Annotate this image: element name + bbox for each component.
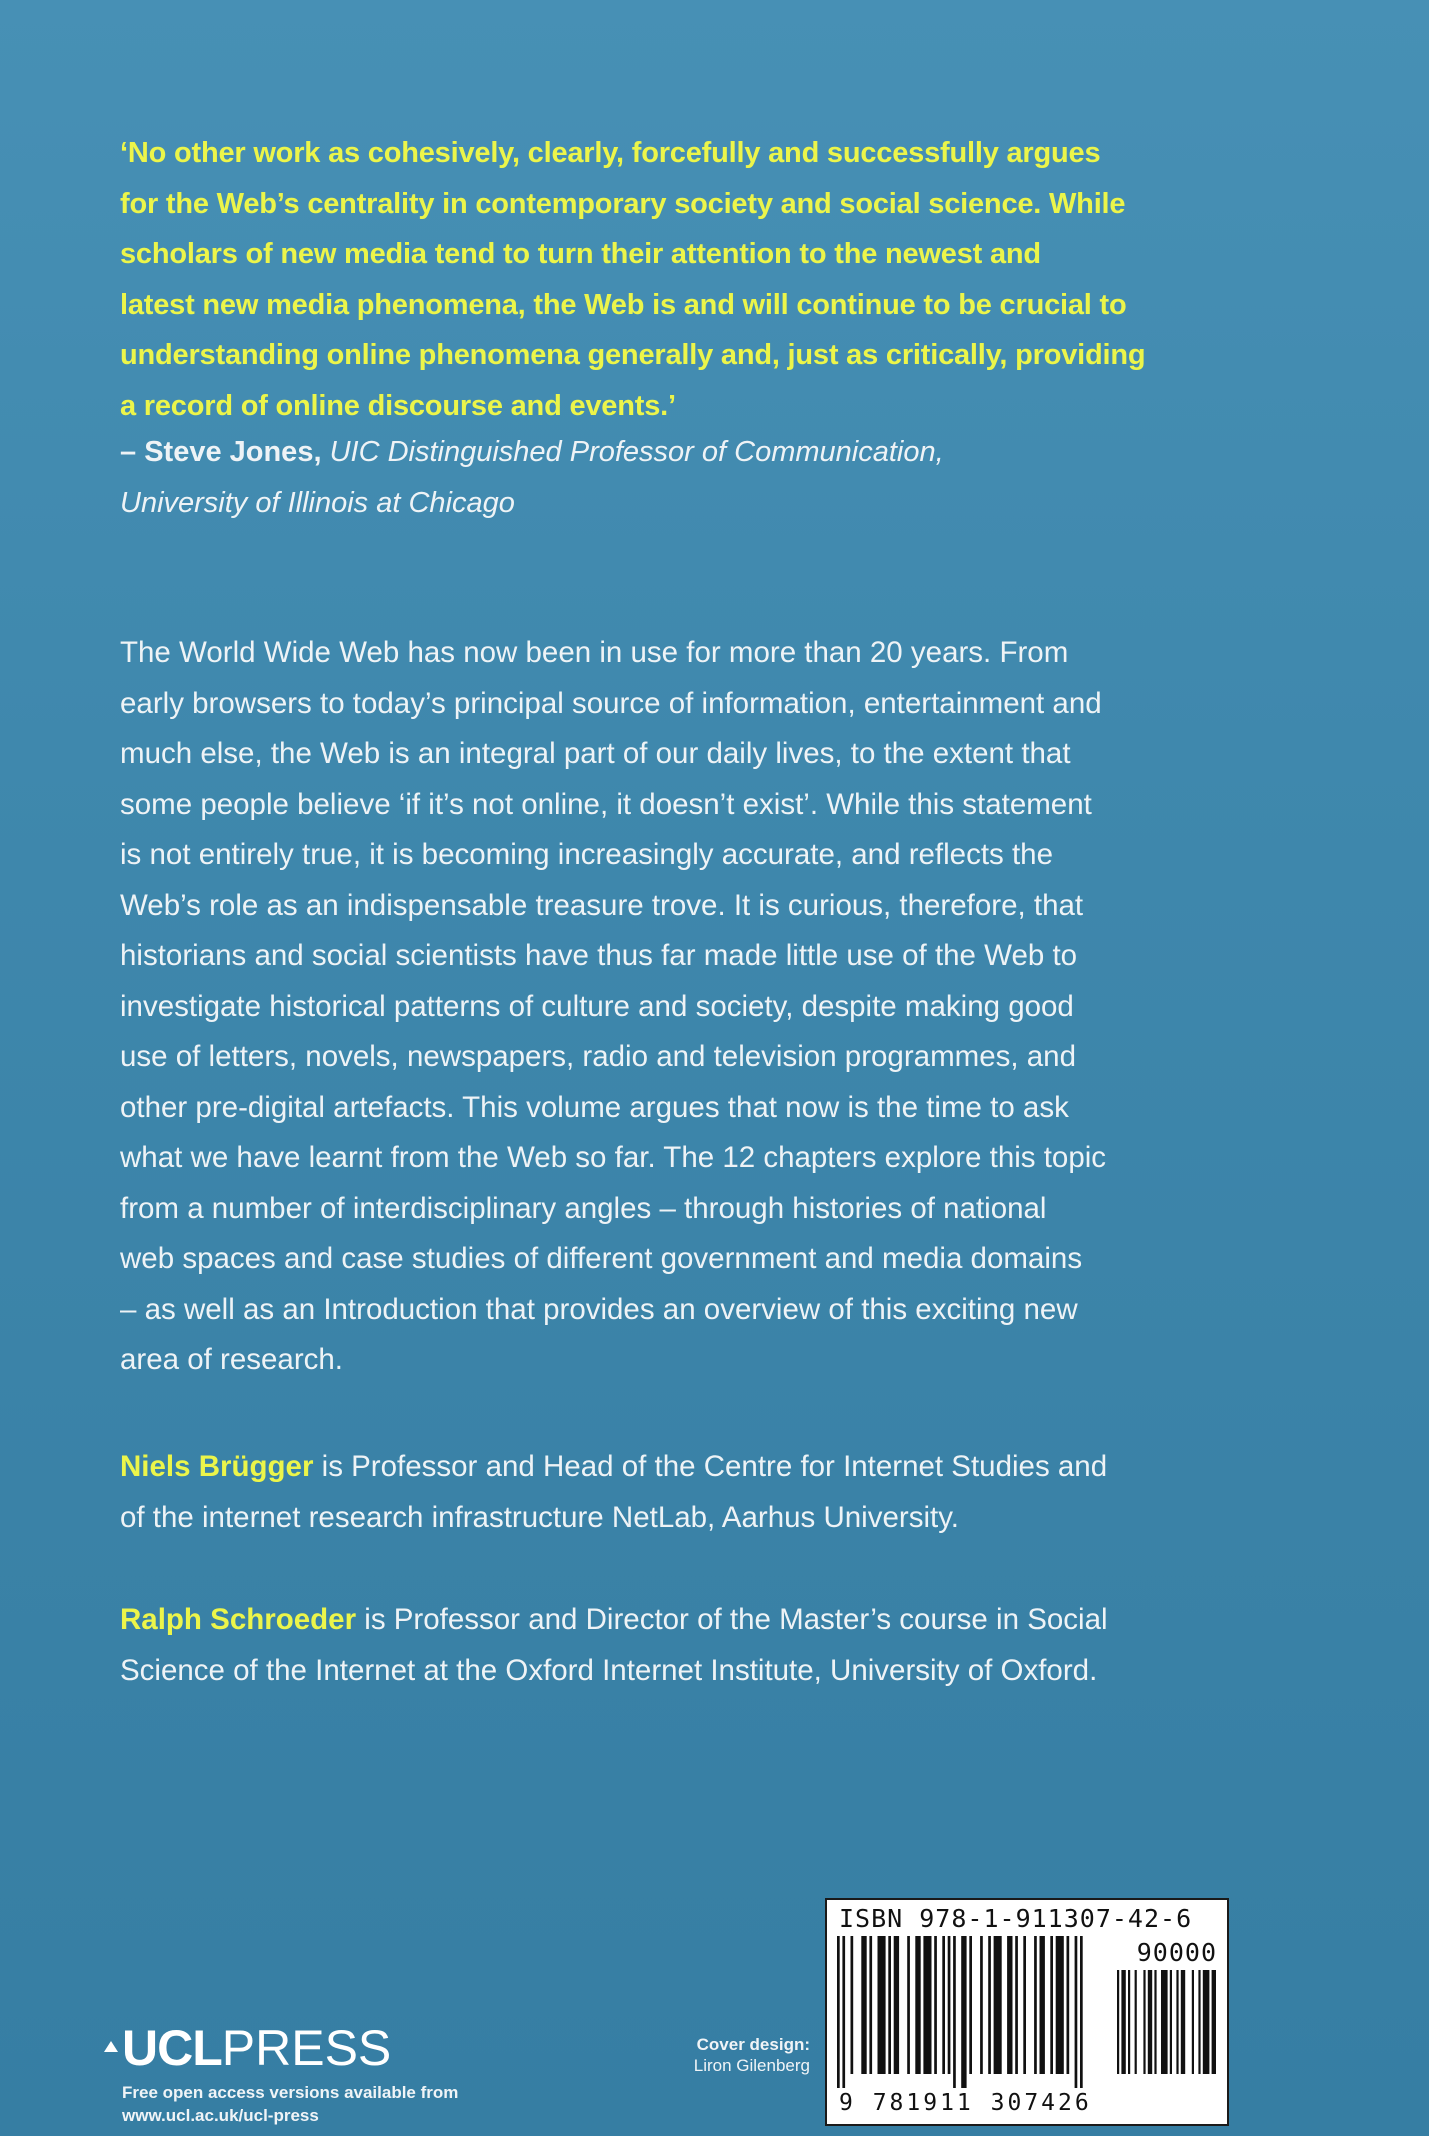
book-description [120, 628, 1240, 1386]
open-access-line: Free open access versions available from [122, 2083, 459, 2102]
barcode-bar [1161, 1970, 1168, 2074]
bio-line [120, 1442, 1240, 1493]
quote-attribution [120, 427, 1230, 528]
barcode-bar [907, 1936, 910, 2074]
barcode-bar [837, 1936, 840, 2088]
barcode-bar [1121, 1970, 1125, 2074]
barcode-bar [1056, 1936, 1064, 2074]
description-line: historians and social scientists have thus far made little use of the Web to [120, 939, 1078, 972]
description-line: much else, the Web is an integral part of our daily lives, to the extent that [120, 737, 1071, 770]
barcode-bar [861, 1936, 866, 2074]
barcode-bar [869, 1936, 872, 2074]
cover-design-credit [630, 2034, 810, 2076]
barcode-bar [980, 1936, 983, 2074]
barcode-bar [1023, 1936, 1026, 2074]
barcode-bar [1176, 1970, 1178, 2074]
barcode-bar [1148, 1970, 1152, 2074]
description-line: Web’s role as an indispensable treasure trove. It is curious, therefore, that [120, 888, 1084, 922]
barcode-bar [1212, 1970, 1216, 2074]
barcode-bar [1050, 1936, 1053, 2074]
price-code: 90000 [1136, 1938, 1217, 1967]
barcode-bar [888, 1936, 891, 2074]
barcode-bar [1203, 1970, 1210, 2074]
description-line: The World Wide Web has now been in use for more than 20 years. From [120, 636, 1069, 669]
cover-designer-name: Liron Gilenberg [693, 2056, 810, 2075]
barcode-bar [1117, 1970, 1119, 2074]
bio-line [120, 1595, 1240, 1646]
barcode-bar [1170, 1970, 1172, 2074]
barcode-bar [934, 1936, 937, 2074]
barcode-bar [1015, 1936, 1018, 2074]
barcode-bar [994, 1936, 1002, 2074]
author-name: Niels Brügger [120, 1450, 314, 1483]
barcode-bar [1128, 1970, 1130, 2074]
barcode-bar [894, 1936, 899, 2074]
barcode-bar [1198, 1970, 1200, 2074]
barcode-bar [878, 1936, 886, 2074]
cover-design-label: Cover design: [696, 2035, 810, 2054]
logo-press-text: PRESS [221, 2020, 392, 2076]
quote-line: for the Web’s centrality in contemporary society and social science. While [120, 187, 1126, 220]
quote-line: scholars of new media tend to turn their attention to the newest and [120, 238, 1041, 270]
barcode-bar [1075, 1936, 1078, 2088]
bio-text: is Professor and Director of the Master’s course in Social [356, 1603, 1108, 1636]
ean-barcode-bars [837, 1936, 1107, 2088]
quote-line: understanding online phenomena generally and, just as critically, providing [120, 339, 1146, 371]
description-line: from a number of interdisciplinary angles – through histories of national [120, 1191, 1047, 1225]
description-line: use of letters, novels, newspapers, radio and television programmes, and [120, 1040, 1076, 1073]
barcode-bar [915, 1936, 920, 2074]
barcode-bar [961, 1936, 966, 2088]
author-name: Ralph Schroeder [120, 1603, 357, 1636]
quote-line: ‘No other work as cohesively, clearly, forcefully and successfully argues [120, 137, 1101, 169]
bio-line: Science of the Internet at the Oxford Internet Institute, University of Oxford. [120, 1653, 1098, 1687]
barcode-bar [1181, 1970, 1185, 2074]
barcode-bar [851, 1936, 854, 2074]
attribution-line-1 [120, 427, 1230, 478]
addon-barcode-bars [1117, 1970, 1217, 2088]
open-access-url: www.ucl.ac.uk/ucl-press [122, 2106, 319, 2125]
barcode-bar [1034, 1936, 1037, 2074]
endorsement-quote [120, 128, 1230, 431]
ean-digits: 9 781911 307426 [839, 2090, 1092, 2116]
ucl-triangle-icon [104, 2041, 118, 2052]
barcode-bar [1135, 1970, 1137, 2074]
isbn-barcode [825, 1898, 1229, 2126]
attribution-affiliation: University of Illinois at Chicago [120, 486, 515, 519]
barcode-bar [948, 1936, 951, 2074]
barcode-bar [923, 1936, 931, 2074]
attribution-dash: – [120, 436, 145, 468]
quote-line: latest new media phenomena, the Web is and will continue to be crucial to [120, 288, 1127, 321]
quote-line: a record of online discourse and events.’ [120, 389, 676, 422]
description-line: is not entirely true, it is becoming increasingly accurate, and reflects the [120, 838, 1053, 871]
author-bio-schroeder [120, 1595, 1240, 1696]
barcode-bar [953, 1936, 956, 2088]
description-line: – as well as an Introduction that provides an overview of this exciting new [120, 1292, 1078, 1326]
barcode-bar [988, 1936, 991, 2074]
barcode-bar [1040, 1936, 1045, 2074]
description-line: what we have learnt from the Web so far. The 12 chapters explore this topic [120, 1141, 1107, 1174]
bio-text: is Professor and Head of the Centre for Internet Studies and [313, 1450, 1108, 1483]
barcode-bar [942, 1936, 945, 2074]
author-bio-brugger [120, 1442, 1240, 1543]
bio-line: of the internet research infrastructure NetLab, Aarhus University. [120, 1500, 959, 1534]
barcode-bar [1192, 1970, 1194, 2074]
attribution-name: Steve Jones, [144, 436, 322, 468]
barcode-bar [1080, 1936, 1083, 2088]
attribution-title: UIC Distinguished Professor of Communication, [321, 436, 944, 468]
ucl-press-logo [104, 2022, 391, 2074]
barcode-bar [1007, 1936, 1012, 2074]
description-line: web spaces and case studies of different government and media domains [120, 1242, 1083, 1275]
description-line: early browsers to today’s principal source of information, entertainment and [120, 686, 1102, 720]
description-line: area of research. [120, 1343, 344, 1376]
description-line: some people believe ‘if it’s not online, it doesn’t exist’. While this statement [120, 787, 1092, 821]
barcode-bar [969, 1936, 972, 2074]
barcode-bar [1067, 1936, 1070, 2074]
isbn-label: ISBN 978-1-911307-42-6 [839, 1904, 1193, 1933]
description-line: investigate historical patterns of culture and society, despite making good [120, 989, 1074, 1023]
logo-ucl-text: UCL [122, 2020, 222, 2076]
barcode-bar [1154, 1970, 1156, 2074]
barcode-bar [1143, 1970, 1145, 2074]
open-access-note [122, 2081, 458, 2127]
barcode-bar [842, 1936, 845, 2088]
description-line: other pre-digital artefacts. This volume argues that now is the time to ask [120, 1090, 1069, 1124]
